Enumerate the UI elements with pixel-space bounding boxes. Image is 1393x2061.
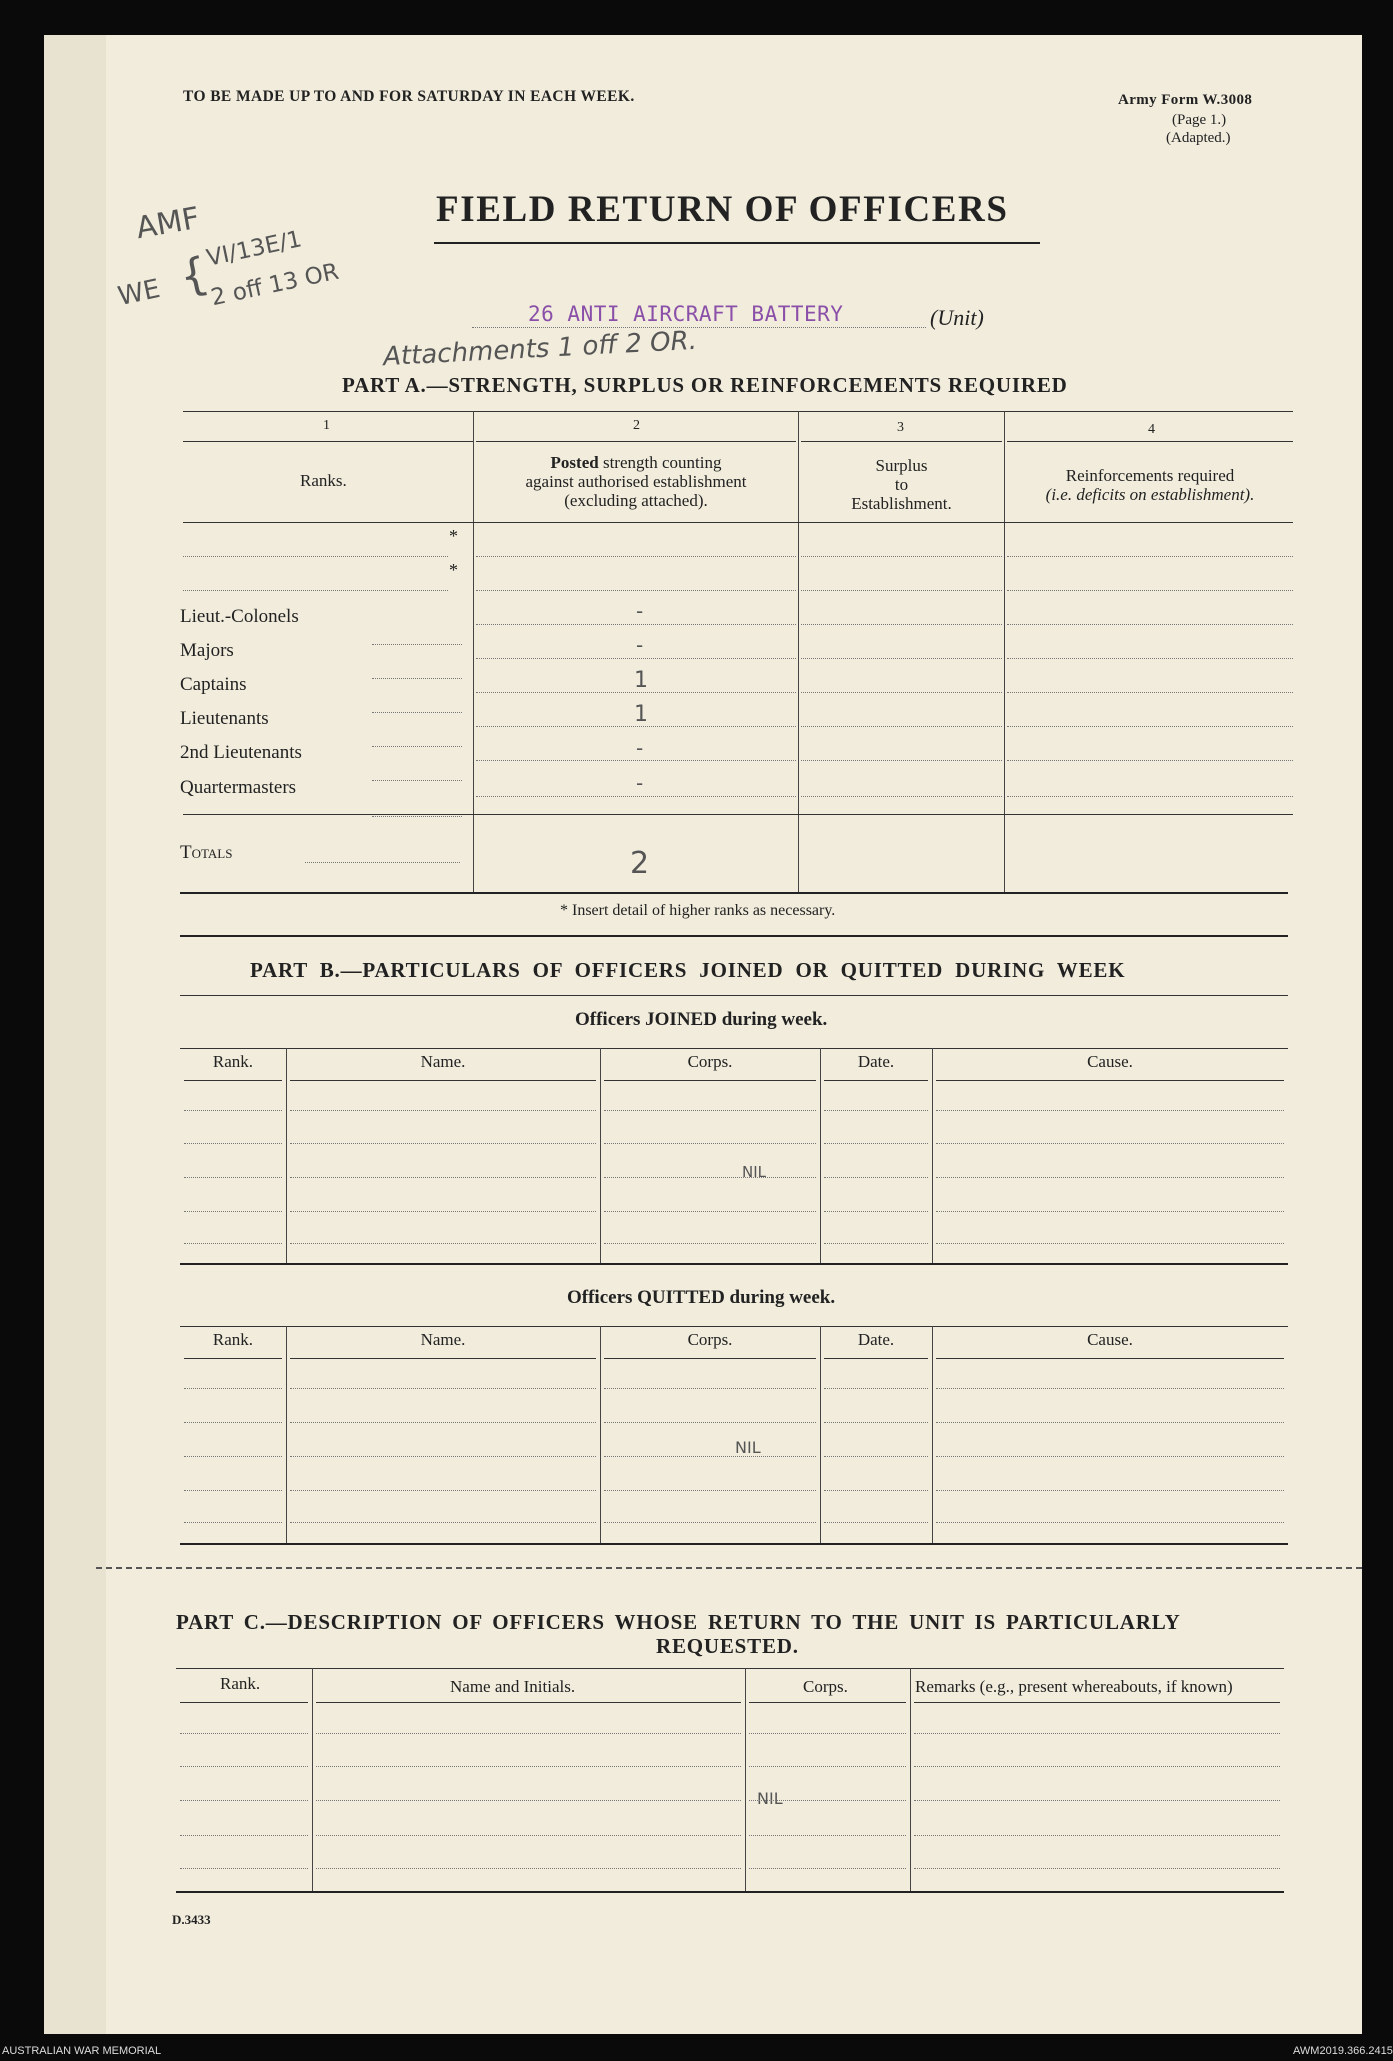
col-surplus-l2: to xyxy=(894,475,909,494)
unit-dotted-line xyxy=(472,327,926,328)
table-row-line xyxy=(604,1456,816,1457)
totals-label: Totals xyxy=(180,842,233,863)
part-a-row-line xyxy=(476,796,796,797)
table-row-line xyxy=(290,1211,596,1212)
table-row-line xyxy=(316,1733,741,1734)
part-a-row-line xyxy=(801,590,1002,591)
table-col-header-3: Corps. xyxy=(687,1052,733,1071)
asterisk-2: * xyxy=(449,560,458,580)
part-a-col-divider-1 xyxy=(473,411,474,892)
table-col-header-4: Date. xyxy=(857,1330,895,1349)
asterisk-row-1-line xyxy=(183,556,448,557)
col-number-3: 3 xyxy=(897,420,904,435)
col-reinforcements-l2: (i.e. deficits on establishment). xyxy=(1045,485,1255,504)
table-row-line xyxy=(824,1211,928,1212)
table-row-line xyxy=(290,1388,596,1389)
table-col-divider xyxy=(600,1326,601,1543)
rank-lieutenants: Lieutenants xyxy=(180,708,269,729)
table-row-line xyxy=(290,1422,596,1423)
unit-label: (Unit) xyxy=(930,305,984,330)
table-header-rule xyxy=(184,1080,282,1081)
part-a-row-line xyxy=(1007,556,1293,557)
table-row-line xyxy=(604,1388,816,1389)
table-row-line xyxy=(604,1110,816,1111)
part-a-row-line xyxy=(801,658,1002,659)
joined-nil-entry: NIL xyxy=(742,1163,767,1181)
part-a-row-line xyxy=(476,726,796,727)
table-header-rule xyxy=(184,1358,282,1359)
part-a-row-line xyxy=(801,726,1002,727)
part-c-col-remarks: Remarks (e.g., present whereabouts, if known) xyxy=(915,1677,1233,1696)
unit-stamp: 26 ANTI AIRCRAFT BATTERY xyxy=(528,302,844,326)
part-a-row-line xyxy=(1007,590,1293,591)
table-top-rule xyxy=(180,1326,1288,1327)
table-row-line xyxy=(936,1211,1284,1212)
table-header-rule xyxy=(936,1080,1284,1081)
annotation-we-line1: VI/13E/1 xyxy=(204,226,305,272)
table-row-line xyxy=(936,1490,1284,1491)
col4-number-rule xyxy=(1007,441,1293,442)
rank-leader-dots xyxy=(372,780,462,781)
table-row-line xyxy=(604,1211,816,1212)
table-row-line xyxy=(936,1177,1284,1178)
table-row-line xyxy=(914,1800,1280,1801)
posted-majors: - xyxy=(636,633,644,657)
table-row-line xyxy=(749,1835,906,1836)
col-reinforcements-l1: Reinforcements required xyxy=(1065,466,1235,485)
table-col-divider xyxy=(745,1668,746,1891)
rank-2nd-lieutenants: 2nd Lieutenants xyxy=(180,742,302,763)
form-paper xyxy=(44,35,1362,2034)
table-row-line xyxy=(914,1733,1280,1734)
table-row-line xyxy=(184,1211,282,1212)
rank-captains: Captains xyxy=(180,674,247,695)
table-row-line xyxy=(180,1835,308,1836)
table-row-line xyxy=(749,1733,906,1734)
asterisk-1: * xyxy=(449,526,458,546)
table-col-divider xyxy=(932,1326,933,1543)
part-a-row-line xyxy=(1007,760,1293,761)
part-a-row-line xyxy=(1007,726,1293,727)
table-col-header-5: Cause. xyxy=(1087,1052,1133,1071)
table-header-rule xyxy=(604,1080,816,1081)
form-code: D.3433 xyxy=(172,1912,211,1927)
annotation-we: WE xyxy=(115,273,163,313)
table-row-line xyxy=(824,1110,928,1111)
table-col-header-2: Name. xyxy=(420,1330,466,1349)
part-a-row-line xyxy=(1007,624,1293,625)
part-a-row-line xyxy=(801,692,1002,693)
table-header-rule xyxy=(824,1358,928,1359)
annotation-attachments: Attachments 1 off 2 OR. xyxy=(382,325,698,373)
table-header-rule xyxy=(936,1358,1284,1359)
part-a-top-rule xyxy=(183,411,1293,412)
part-a-row-line xyxy=(1007,658,1293,659)
table-header-rule xyxy=(604,1358,816,1359)
table-col-header-2: Name. xyxy=(420,1052,466,1071)
table-col-divider xyxy=(820,1326,821,1543)
col3-number-rule xyxy=(801,441,1002,442)
table-row-line xyxy=(604,1490,816,1491)
part-b-title-rule xyxy=(180,995,1288,996)
col-number-4: 4 xyxy=(1148,422,1155,437)
part-a-title: PART A.—STRENGTH, SURPLUS OR REINFORCEMENTS REQUIRED xyxy=(342,373,1068,397)
col-posted-l2: against authorised establishment xyxy=(525,472,747,491)
part-c-nil-entry: NIL xyxy=(757,1789,783,1808)
table-col-divider xyxy=(600,1048,601,1263)
col-reinforcements-header xyxy=(1007,466,1293,504)
table-row-line xyxy=(824,1490,928,1491)
table-row-line xyxy=(824,1177,928,1178)
asterisk-row-2-line xyxy=(183,590,448,591)
form-adapted: (Adapted.) xyxy=(1166,130,1231,146)
rank-leader-dots xyxy=(372,746,462,747)
part-a-footnote: * Insert detail of higher ranks as necessary. xyxy=(560,902,836,919)
table-row-line xyxy=(749,1766,906,1767)
page-title: FIELD RETURN OF OFFICERS xyxy=(436,189,1009,230)
totals-dotted-line xyxy=(305,862,460,863)
table-row-line xyxy=(824,1243,928,1244)
col-number-2: 2 xyxy=(633,418,640,433)
table-row-line xyxy=(936,1243,1284,1244)
part-a-row-line xyxy=(1007,692,1293,693)
part-a-row-line xyxy=(801,796,1002,797)
table-row-line xyxy=(290,1143,596,1144)
table-col-header-1: Rank. xyxy=(212,1052,254,1071)
rank-lieut-colonels: Lieut.-Colonels xyxy=(180,606,299,627)
table-col-divider xyxy=(286,1048,287,1263)
part-a-row-line xyxy=(1007,796,1293,797)
table-row-line xyxy=(180,1868,308,1869)
table-row-line xyxy=(180,1733,308,1734)
table-row-line xyxy=(184,1110,282,1111)
posted-lieutenants: 1 xyxy=(634,702,648,727)
part-c-col-name: Name and Initials. xyxy=(450,1677,576,1696)
part-a-bottom-rule xyxy=(180,892,1288,894)
posted-quartermasters: - xyxy=(636,771,644,795)
part-a-row-line xyxy=(801,624,1002,625)
table-col-divider xyxy=(312,1668,313,1891)
table-col-divider xyxy=(820,1048,821,1263)
col2-number-rule xyxy=(476,441,796,442)
table-row-line xyxy=(936,1388,1284,1389)
table-row-line xyxy=(824,1456,928,1457)
table-col-header-5: Cause. xyxy=(1087,1330,1133,1349)
quitted-title: Officers QUITTED during week. xyxy=(567,1287,836,1308)
part-c-col-corps: Corps. xyxy=(803,1677,848,1696)
table-row-line xyxy=(290,1243,596,1244)
table-header-rule xyxy=(749,1702,906,1703)
posted-2nd-lieutenants: - xyxy=(636,736,644,760)
table-row-line xyxy=(936,1522,1284,1523)
table-row-line xyxy=(316,1835,741,1836)
rank-quartermasters: Quartermasters xyxy=(180,777,297,798)
table-row-line xyxy=(290,1177,596,1178)
part-a-row-line xyxy=(801,556,1002,557)
table-row-line xyxy=(180,1800,308,1801)
table-header-rule xyxy=(290,1080,596,1081)
part-c-title-l2: REQUESTED. xyxy=(656,1634,799,1658)
table-row-line xyxy=(184,1456,282,1457)
col1-number-rule xyxy=(183,441,473,442)
part-a-row-line xyxy=(476,692,796,693)
table-row-line xyxy=(936,1422,1284,1423)
table-row-line xyxy=(936,1110,1284,1111)
table-header-rule xyxy=(290,1358,596,1359)
rank-leader-dots xyxy=(372,678,462,679)
annotation-we-line2: 2 off 13 OR xyxy=(208,258,342,312)
table-row-line xyxy=(184,1388,282,1389)
table-top-rule xyxy=(180,1048,1288,1049)
table-header-rule xyxy=(824,1080,928,1081)
footer-left: AUSTRALIAN WAR MEMORIAL xyxy=(2,2045,162,2057)
posted-lieut-colonels: - xyxy=(636,599,644,623)
table-header-rule xyxy=(316,1702,741,1703)
table-row-line xyxy=(184,1243,282,1244)
table-row-line xyxy=(749,1800,906,1801)
table-row-line xyxy=(184,1177,282,1178)
table-row-line xyxy=(604,1177,816,1178)
table-row-line xyxy=(749,1868,906,1869)
table-header-rule xyxy=(914,1702,1280,1703)
table-col-header-3: Corps. xyxy=(687,1330,733,1349)
part-a-row-line xyxy=(801,760,1002,761)
table-row-line xyxy=(316,1766,741,1767)
part-a-row-line xyxy=(476,658,796,659)
col-number-1: 1 xyxy=(323,418,330,433)
table-bottom-rule xyxy=(176,1891,1284,1893)
table-top-rule xyxy=(176,1668,1284,1669)
table-row-line xyxy=(824,1522,928,1523)
part-a-header-rule xyxy=(183,522,1293,523)
table-row-line xyxy=(936,1143,1284,1144)
table-col-divider xyxy=(286,1326,287,1543)
part-a-row-line xyxy=(476,590,796,591)
table-row-line xyxy=(604,1522,816,1523)
table-row-line xyxy=(316,1800,741,1801)
posted-captains: 1 xyxy=(634,668,648,693)
rank-majors: Majors xyxy=(180,640,234,661)
table-row-line xyxy=(824,1143,928,1144)
table-row-line xyxy=(604,1422,816,1423)
part-a-row-line xyxy=(476,624,796,625)
table-col-divider xyxy=(910,1668,911,1891)
table-col-divider xyxy=(932,1048,933,1263)
brace-glyph: { xyxy=(175,247,213,304)
table-bottom-rule xyxy=(180,1263,1288,1265)
table-row-line xyxy=(184,1422,282,1423)
table-row-line xyxy=(604,1243,816,1244)
paper-edge xyxy=(44,35,106,2034)
part-a-col-divider-3 xyxy=(1004,411,1005,892)
col-surplus-l1: Surplus xyxy=(875,456,928,475)
part-a-row-line xyxy=(476,760,796,761)
annotation-amf: AMF xyxy=(133,200,203,247)
table-col-header-4: Date. xyxy=(857,1052,895,1071)
header-instruction: TO BE MADE UP TO AND FOR SATURDAY IN EACH WEEK. xyxy=(183,88,635,105)
rank-leader-dots xyxy=(372,712,462,713)
part-a-totals-rule xyxy=(183,814,1293,815)
rank-leader-dots xyxy=(372,816,462,817)
table-col-header-1: Rank. xyxy=(212,1330,254,1349)
title-underline xyxy=(434,242,1040,244)
part-c-col-rank: Rank. xyxy=(220,1674,261,1693)
table-row-line xyxy=(604,1143,816,1144)
perforation-line xyxy=(96,1567,1362,1569)
part-c-title-l1: PART C.—DESCRIPTION OF OFFICERS WHOSE RETURN TO THE UNIT IS PARTICULARLY xyxy=(176,1610,1181,1634)
part-a-row-line xyxy=(476,556,796,557)
table-row-line xyxy=(290,1490,596,1491)
table-row-line xyxy=(290,1110,596,1111)
col-posted-l1: strength counting xyxy=(602,453,722,472)
table-row-line xyxy=(824,1422,928,1423)
table-header-rule xyxy=(180,1702,308,1703)
table-row-line xyxy=(914,1835,1280,1836)
totals-value: 2 xyxy=(630,846,650,881)
joined-title: Officers JOINED during week. xyxy=(575,1009,828,1030)
part-b-title: PART B.—PARTICULARS OF OFFICERS JOINED OR QUITTED DURING WEEK xyxy=(250,958,1126,982)
quitted-nil-entry: NIL xyxy=(735,1438,761,1457)
col-posted-l3: (excluding attached). xyxy=(564,491,708,510)
part-a-col-divider-2 xyxy=(798,411,799,892)
form-number: Army Form W.3008 xyxy=(1118,92,1253,108)
table-row-line xyxy=(290,1456,596,1457)
col-surplus-header xyxy=(801,456,1002,513)
table-row-line xyxy=(914,1766,1280,1767)
col-posted-bold: Posted xyxy=(550,453,599,472)
rank-leader-dots xyxy=(372,644,462,645)
col-posted-header xyxy=(476,453,796,510)
table-row-line xyxy=(316,1868,741,1869)
table-row-line xyxy=(184,1143,282,1144)
col-surplus-l3: Establishment. xyxy=(851,494,952,513)
table-bottom-rule xyxy=(180,1543,1288,1545)
table-row-line xyxy=(180,1766,308,1767)
col-ranks-header: Ranks. xyxy=(300,471,347,490)
table-row-line xyxy=(914,1868,1280,1869)
table-row-line xyxy=(184,1522,282,1523)
form-page: (Page 1.) xyxy=(1172,112,1227,128)
footer-right: AWM2019.366.2415 xyxy=(1293,2045,1393,2057)
table-row-line xyxy=(936,1456,1284,1457)
part-a-footnote-rule xyxy=(180,935,1288,937)
table-row-line xyxy=(824,1388,928,1389)
table-row-line xyxy=(184,1490,282,1491)
table-row-line xyxy=(290,1522,596,1523)
